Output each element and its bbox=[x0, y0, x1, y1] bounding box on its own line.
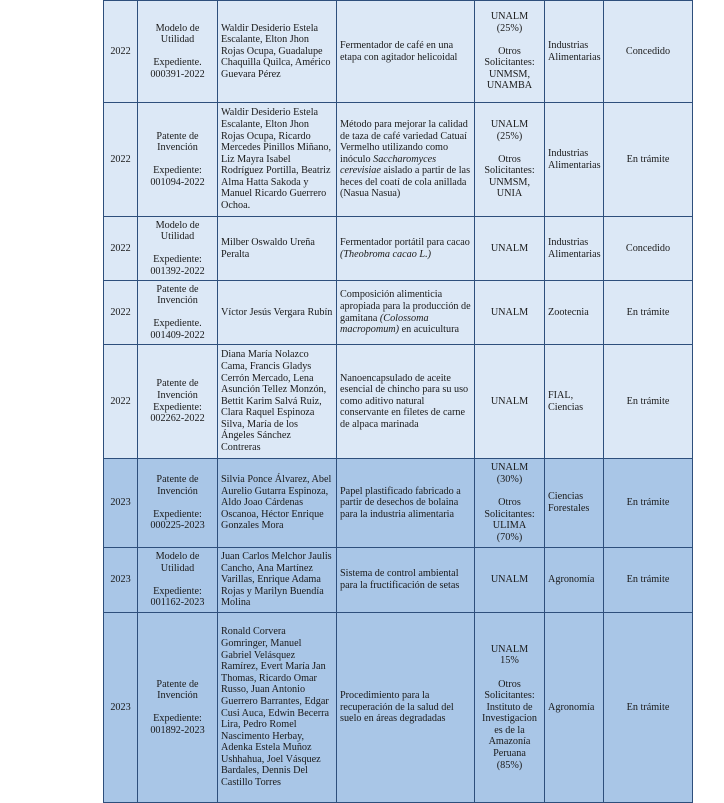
status-cell: En trámite bbox=[604, 345, 693, 459]
year-cell: 2022 bbox=[104, 217, 138, 281]
table-row bbox=[104, 548, 693, 613]
type-cell: Modelo de Utilidad Expediente: 001162-2023 bbox=[138, 548, 218, 613]
title-cell: Método para mejorar la calidad de taza de café variedad Catuaí Vermelho utilizando como inóculo Saccharomyces cerevisiae aislado a partir de las heces del coatí de cola anillada (Nasua Nasua) bbox=[337, 103, 475, 217]
type-cell: Patente de Invención Expediente: 001892-2023 bbox=[138, 613, 218, 803]
year-cell: 2023 bbox=[104, 548, 138, 613]
holder-cell: UNALM bbox=[475, 345, 545, 459]
inventors-cell: Silvia Ponce Álvarez, Abel Aurelio Gutarra Espinoza, Aldo Joao Cárdenas Oscanoa, Héctor Enrique Gonzales Mora bbox=[218, 459, 337, 548]
year-cell: 2022 bbox=[104, 1, 138, 103]
area-cell: Industrias Alimentarias bbox=[545, 217, 604, 281]
status-cell: Concedido bbox=[604, 217, 693, 281]
title-cell: Fermentador portátil para cacao (Theobroma cacao L.) bbox=[337, 217, 475, 281]
status-cell: En trámite bbox=[604, 459, 693, 548]
holder-cell: UNALM (25%) Otros Solicitantes: UNMSM, UNAMBA bbox=[475, 1, 545, 103]
holder-cell: UNALM 15% Otros Solicitantes: Instituto de Investigacion es de la Amazonía Peruana (85%) bbox=[475, 613, 545, 803]
inventors-cell: Diana María Nolazco Cama, Francis Gladys Cerrón Mercado, Lena Asunción Tellez Monzón, Bettit Karim Salvá Ruiz, Clara Raquel Espinoza Silva, María de los Ángeles Sánchez Contreras bbox=[218, 345, 337, 459]
type-cell: Patente de Invención Expediente: 000225-2023 bbox=[138, 459, 218, 548]
table-row bbox=[104, 217, 693, 281]
patents-table-body bbox=[104, 1, 693, 803]
inventors-cell: Waldir Desiderio Estela Escalante, Elton Jhon Rojas Ocupa, Guadalupe Chaquilla Quilca, Américo Guevara Pérez bbox=[218, 1, 337, 103]
table-row bbox=[104, 459, 693, 548]
holder-cell: UNALM (25%) Otros Solicitantes: UNMSM, UNIA bbox=[475, 103, 545, 217]
inventors-cell: Ronald Corvera Gomringer, Manuel Gabriel Velásquez Ramírez, Evert María Jan Thomas, Ricardo Omar Russo, Juan Antonio Guerrero Barrantes, Edgar Cusi Auca, Edwin Becerra Lira, Pedro Romel Nascimento Herbay, Adenka Estela Muñoz Ushhahua, Joel Vásquez Bardales, Dennis Del Castillo Torres bbox=[218, 613, 337, 803]
table-row bbox=[104, 613, 693, 803]
patents-table bbox=[103, 0, 693, 803]
area-cell: FIAL, Ciencias bbox=[545, 345, 604, 459]
area-cell: Agronomía bbox=[545, 548, 604, 613]
inventors-cell: Milber Oswaldo Ureña Peralta bbox=[218, 217, 337, 281]
table-row bbox=[104, 103, 693, 217]
year-cell: 2022 bbox=[104, 345, 138, 459]
holder-cell: UNALM (30%) Otros Solicitantes: ULIMA (70%) bbox=[475, 459, 545, 548]
type-cell: Modelo de Utilidad Expediente. 000391-2022 bbox=[138, 1, 218, 103]
year-cell: 2023 bbox=[104, 459, 138, 548]
table-row bbox=[104, 1, 693, 103]
title-cell: Sistema de control ambiental para la fructificación de setas bbox=[337, 548, 475, 613]
holder-cell: UNALM bbox=[475, 548, 545, 613]
table-row bbox=[104, 345, 693, 459]
status-cell: Concedido bbox=[604, 1, 693, 103]
area-cell: Ciencias Forestales bbox=[545, 459, 604, 548]
inventors-cell: Waldir Desiderio Estela Escalante, Elton Jhon Rojas Ocupa, Ricardo Mercedes Pinillos Miñano, Liz Mayra Isabel Rodríguez Portilla, Beatriz Alma Hatta Sakoda y Manuel Ricardo Guerrero Ochoa. bbox=[218, 103, 337, 217]
area-cell: Zootecnia bbox=[545, 281, 604, 345]
type-cell: Patente de Invención Expediente: 001094-2022 bbox=[138, 103, 218, 217]
title-cell: Nanoencapsulado de aceite esencial de chincho para su uso como aditivo natural conservante en filetes de carne de alpaca marinada bbox=[337, 345, 475, 459]
status-cell: En trámite bbox=[604, 103, 693, 217]
status-cell: En trámite bbox=[604, 548, 693, 613]
year-cell: 2022 bbox=[104, 103, 138, 217]
area-cell: Agronomía bbox=[545, 613, 604, 803]
area-cell: Industrias Alimentarias bbox=[545, 103, 604, 217]
status-cell: En trámite bbox=[604, 281, 693, 345]
title-cell: Composición alimenticia apropiada para la producción de gamitana (Colossoma macropomum) en acuicultura bbox=[337, 281, 475, 345]
title-cell: Fermentador de café en una etapa con agitador helicoidal bbox=[337, 1, 475, 103]
title-cell: Papel plastificado fabricado a partir de desechos de bolaina para la industria alimentaria bbox=[337, 459, 475, 548]
type-cell: Patente de Invención Expediente: 002262-2022 bbox=[138, 345, 218, 459]
area-cell: Industrias Alimentarias bbox=[545, 1, 604, 103]
holder-cell: UNALM bbox=[475, 217, 545, 281]
type-cell: Modelo de Utilidad Expediente: 001392-2022 bbox=[138, 217, 218, 281]
inventors-cell: Víctor Jesús Vergara Rubín bbox=[218, 281, 337, 345]
holder-cell: UNALM bbox=[475, 281, 545, 345]
status-cell: En trámite bbox=[604, 613, 693, 803]
inventors-cell: Juan Carlos Melchor Jaulis Cancho, Ana Martínez Varillas, Enrique Adama Rojas y Marilyn Buendía Molina bbox=[218, 548, 337, 613]
type-cell: Patente de Invención Expediente. 001409-2022 bbox=[138, 281, 218, 345]
year-cell: 2023 bbox=[104, 613, 138, 803]
table-row bbox=[104, 281, 693, 345]
title-cell: Procedimiento para la recuperación de la salud del suelo en áreas degradadas bbox=[337, 613, 475, 803]
year-cell: 2022 bbox=[104, 281, 138, 345]
